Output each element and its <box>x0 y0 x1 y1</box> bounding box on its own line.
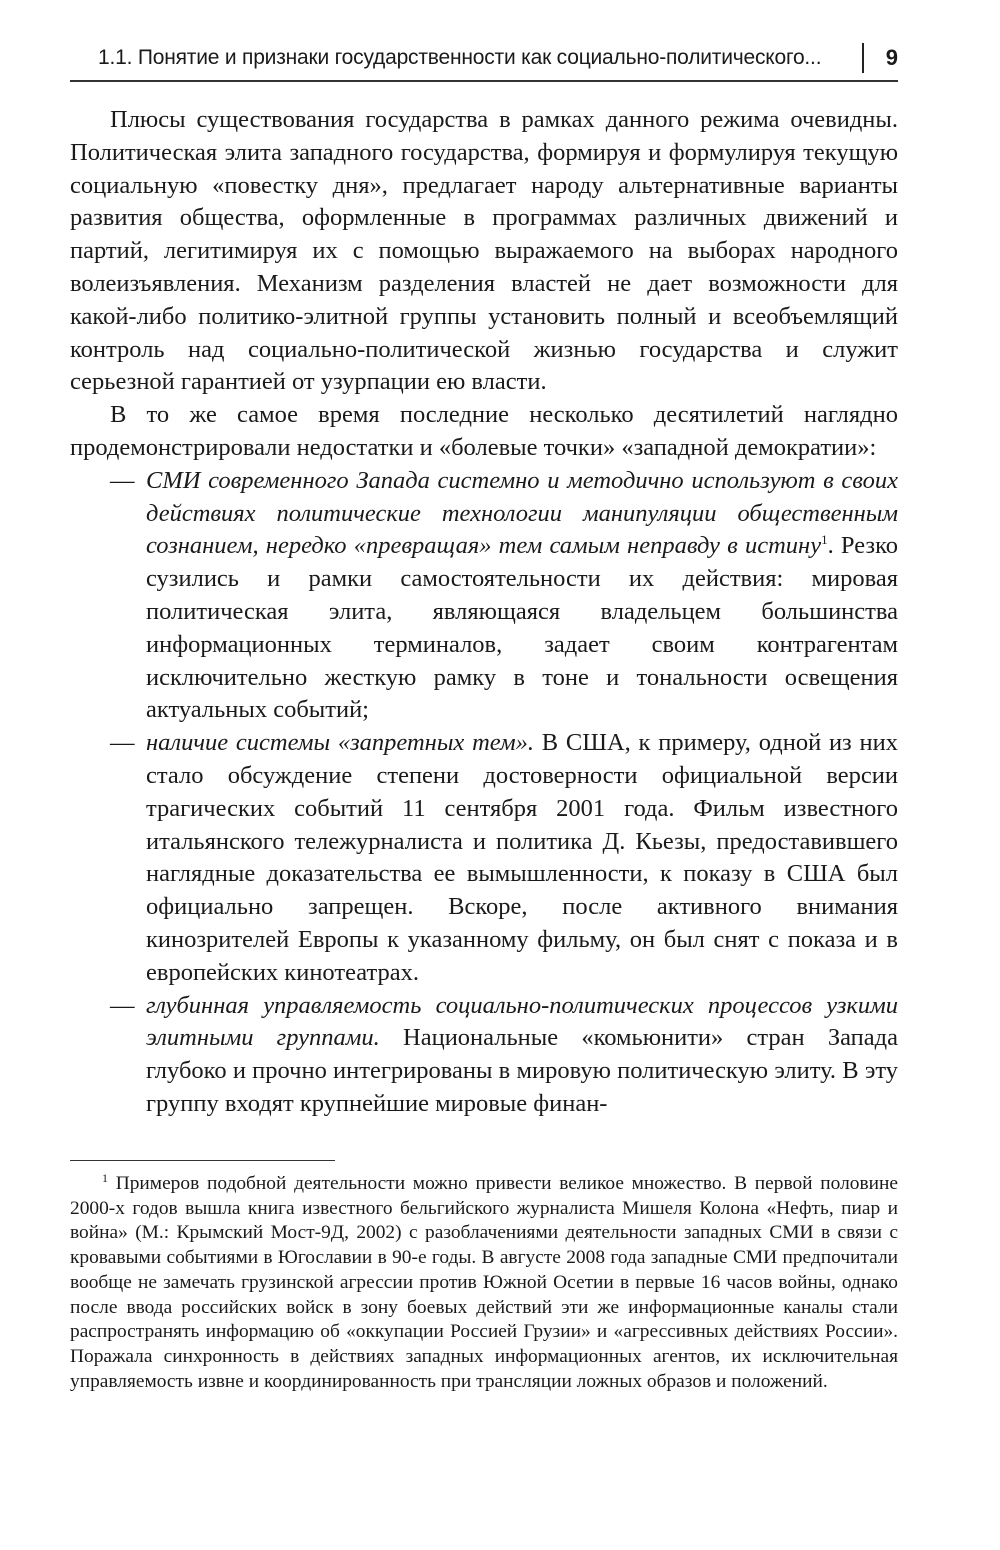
list-item-emphasis: СМИ современного Запада системно и методично используют в своих действиях политические технологии манипуляции общественным сознанием, нередко «превращая» тем самым неправду в истину <box>146 466 898 560</box>
footnote-text: Примеров подобной деятельности можно привести великое множество. В первой половине 2000-х годов вышла книга известного бельгийского журналиста Мишеля Колона «Нефть, пиар и война» (М.: Крымский Мост-9Д, 2002) с разоблачениями деятельности западных СМИ в связи с кровавыми событиями в Югославии в 90-е годы. В августе 2008 года западные СМИ предпочитали вообще не замечать грузинской агрессии против Южной Осетии в первые 16 часов войны, однако после ввода российских войск в зону боевых действий эти же информационные каналы стали распространять информацию об «оккупации Россией Грузии» и «агрессивных действиях России». Поражала синхронность в действиях западных информационных агентов, их исключительная управляемость извне и координированность при трансляции ложных образов и положений. <box>70 1173 898 1392</box>
header-rule <box>70 80 898 82</box>
list-item-emphasis: наличие системы «запретных тем». <box>146 729 535 757</box>
paragraph: В то же самое время последние несколько десятилетий наглядно продемонстрировали недостатки и «болевые точки» «западной демократии»: <box>70 401 898 461</box>
main-text <box>70 104 898 1121</box>
dash-marker: — <box>110 991 135 1019</box>
paragraph: Плюсы существования государства в рамках данного режима очевидны. Политическая элита западного государства, формируя и формулируя текущую социальную «повестку дня», предлагает народу альтернативные варианты развития общества, оформленные в программах различных движений и партий, легитимируя их с помощью выражаемого на выборах народного волеизъявления. Механизм разделения властей не дает возможности для какой-либо политико-элитной группы установить полный и всеобъемлящий контроль над социально-политической жизнью государства и служит серьезной гарантией от узурпации ею власти. <box>70 106 898 396</box>
running-header <box>98 38 898 78</box>
list-item-text: Национальные «комьюнити» стран Запада глубоко и прочно интегрированы в мировую политическую элиту. В эту группу входят крупнейшие мировые финан- <box>146 1024 898 1117</box>
header-separator <box>862 43 864 73</box>
list-item-emphasis: глубинная управляемость социально-политических процессов узкими элитными группами. <box>146 991 898 1052</box>
list-item <box>70 465 898 727</box>
list-item-text: В США, к примеру, одной из них стало обсуждение степени достоверности официальной версии трагических событий 11 сентября 2001 года. Фильм известного итальянского тележурналиста и политика Д. Кьезы, предоставившего наглядные доказательства ее вымышленности, к показу в США был официально запрещен. Вскоре, после активного внимания кинозрителей Европы к указанному фильму, он был снят с показа и в европейских кинотеатрах. <box>146 729 898 986</box>
dash-marker: — <box>110 466 135 494</box>
footnote-mark: 1 <box>102 1171 108 1185</box>
footnote-rule <box>70 1160 335 1161</box>
page-number: 9 <box>885 45 898 70</box>
footnote <box>70 1172 898 1394</box>
dash-marker: — <box>110 729 135 757</box>
running-header-title: 1.1. Понятие и признаки государственности как социально-политического... <box>98 46 822 69</box>
dash-list <box>70 465 898 1121</box>
list-item <box>70 990 898 1121</box>
footnote-reference: 1 <box>821 532 828 548</box>
list-item-text: . Резко сузились и рамки самостоятельности их действия: мировая политическая элита, являющаяся владельцем большинства информационных терминалов, задает своим контрагентам исключительно жесткую рамку в тоне и тональности освещения актуальных событий; <box>146 532 898 724</box>
list-item <box>70 727 898 989</box>
footnote-paragraph <box>70 1172 898 1394</box>
